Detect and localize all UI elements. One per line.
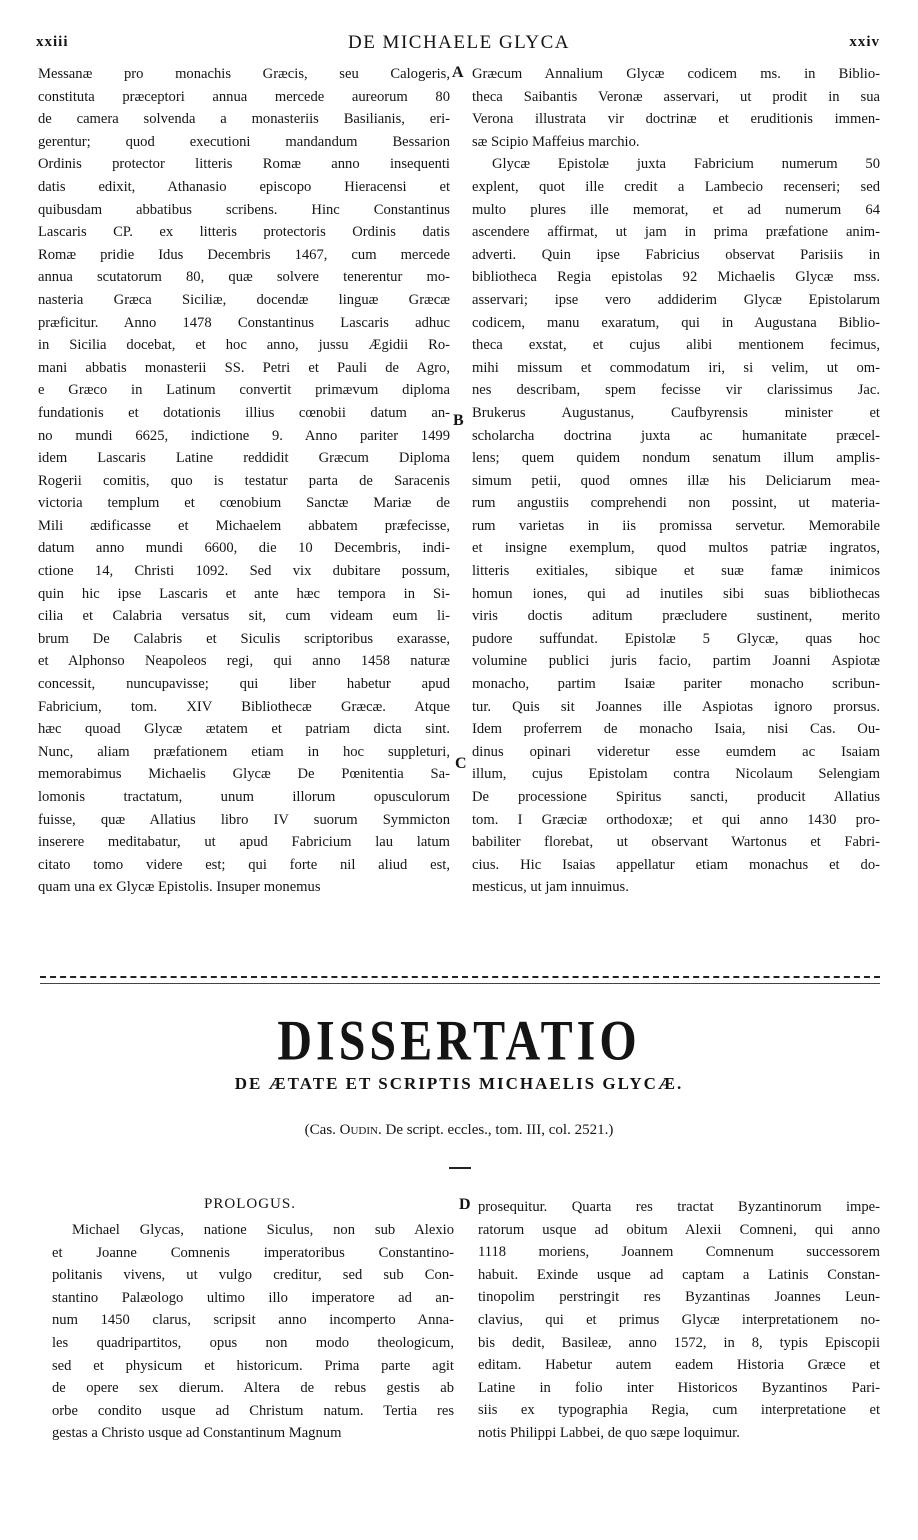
- text-line: homun iones, qui ad inutiles sibi suas bibliothecas: [472, 585, 880, 602]
- text-line: nes describam, spem fecisse vir clarissimus Jac.: [472, 382, 880, 399]
- text-line: cius. Hic Isaias appellatur etiam monachus et do-: [472, 856, 880, 873]
- running-title: DE MICHAELE GLYCA: [347, 32, 571, 53]
- page-number-left: xxiii: [36, 34, 69, 50]
- text-line: quam una ex Glycæ Epistolis. Insuper monemus: [38, 879, 321, 896]
- text-line: Mili ædificasse et Michaelem abbatem præfecisse,: [38, 517, 450, 534]
- text-line: multo plures ille memorat, et ad numerum 64: [472, 201, 880, 218]
- text-line: stantino Palæologo ultimo illo imperatore ad an-: [52, 1289, 454, 1306]
- text-line: nasteria Græca Siciliæ, docendæ linguæ Græcæ: [38, 291, 450, 308]
- text-line: Verona illustrata vir doctrinæ et eruditionis immen-: [472, 111, 880, 128]
- text-line: les quadripartitos, opus non modo theologicum,: [52, 1334, 454, 1351]
- text-line: adverti. Quin ipse Fabricius observat Parisiis in: [472, 246, 880, 263]
- text-line: ctione 14, Christi 1092. Sed vix dubitare possum,: [38, 563, 450, 580]
- text-line: præficitur. Anno 1478 Constantinus Lascaris adhuc: [38, 314, 450, 331]
- text-line: Idem proferrem de monacho Isaia, nisi Cas. Ou-: [472, 721, 880, 738]
- text-line: prosequitur. Quarta res tractat Byzantinorum impe-: [478, 1199, 880, 1215]
- text-line: simum petii, quod omnes illæ his Deliciarum mea-: [472, 472, 880, 489]
- text-line: tinopolim perstringit res Byzantinas Joannes Leun-: [478, 1289, 880, 1306]
- margin-marker-b: B: [453, 412, 464, 429]
- text-line: annua scutatorum 80, quæ solvere tenerentur mo-: [38, 269, 450, 286]
- text-line: theca Saibantis Veronæ asservari, ut prodit in sua: [472, 88, 880, 105]
- text-line: viris doctis aditum præcludere sustinent, merito: [472, 608, 880, 625]
- text-line: no mundi 6625, indictione 9. Anno pariter 1499: [38, 427, 450, 444]
- text-line: quin hic ipse Lascaris et ante hæc tempora in Si-: [38, 585, 450, 602]
- text-line: De processione Spiritus sancti, producit Allatius: [472, 789, 880, 805]
- text-line: mihi missum et commodatum iri, si velim, ut om-: [472, 359, 880, 376]
- text-line: mesticus, ut jam innuimus.: [472, 879, 629, 896]
- text-line: Rogerii comitis, quo is testatur parta de Saracenis: [38, 472, 450, 489]
- text-line: lomonis tractatum, unum illorum opusculorum: [38, 789, 450, 805]
- text-line: e Græco in Latinum convertit primævum diploma: [38, 382, 450, 399]
- text-line: clavius, qui et primus Glycæ interpretationem no-: [478, 1311, 880, 1328]
- text-line: dinus opinari videretur esse eumdem ac Isaiam: [472, 743, 880, 760]
- text-line: concessit, nuncupavisse; qui liber habetur apud: [38, 676, 450, 693]
- dissertation-title: DISSERTATIO: [277, 1009, 641, 1073]
- text-line: babiliter florebat, ut observant Wartonus et Fabri-: [472, 834, 880, 851]
- text-line: rum angustiis comprehendi non possint, ut materia-: [472, 495, 880, 512]
- text-line: Romæ pridie Idus Decembris 1467, cum mercede: [38, 246, 450, 263]
- text-column-top-left: [38, 63, 450, 899]
- text-line: Lascaris CP. ex litteris protectoris Ordinis datis: [38, 224, 450, 241]
- text-line: de camera solvenda a monasteriis Basilianis, eri-: [38, 111, 450, 128]
- text-line: memorabimus Michaelis Glycæ De Pœnitentia Sa-: [38, 766, 450, 783]
- text-line: orbe condito usque ad Christum natum. Tertia res: [52, 1402, 454, 1419]
- text-line: theca exstat, et cujus alibi mentionem fecimus,: [472, 337, 880, 354]
- source-author: Oudin.: [339, 1122, 382, 1138]
- text-line: inserere meditabatur, ut apud Fabricium lau latum: [38, 834, 450, 851]
- text-line: 1118 moriens, Joannem Comnenum successorem: [478, 1244, 880, 1261]
- text-line: Brukerus Augustanus, Caufbyrensis minister et: [472, 404, 880, 421]
- text-line: Græcum Annalium Glycæ codicem ms. in Biblio-: [472, 66, 880, 82]
- prologue-heading: PROLOGUS.: [204, 1196, 296, 1212]
- text-line: quibusdam abbatibus scribens. Hinc Constantinus: [38, 201, 450, 218]
- page-number-right: xxiv: [849, 34, 880, 50]
- text-line: fundationis et dotationis illius cœnobii datum an-: [38, 404, 450, 421]
- dissertation-subtitle: DE ÆTATE ET SCRIPTIS MICHAELIS GLYCÆ.: [234, 1074, 684, 1093]
- text-line: citato tomo videre est; qui forte nil aliud est,: [38, 856, 450, 873]
- text-line: mani abbatis monasterii SS. Petri et Pauli de Agro,: [38, 359, 450, 376]
- text-line: monacho, partim Isaiæ pariter monacho scribun-: [472, 676, 880, 693]
- margin-marker-c: C: [455, 755, 467, 772]
- text-line: habuit. Exinde usque ad captam a Latinis Constan-: [478, 1266, 880, 1283]
- text-line: ascendere affirmat, ut jam in prima præfatione anim-: [472, 224, 880, 241]
- text-line: constituta præceptori annua mercede aureorum 80: [38, 88, 450, 105]
- short-rule: [449, 1167, 471, 1169]
- text-line: tur. Quis sit Joannes ille Aspiotas ignoro prorsus.: [472, 698, 880, 715]
- text-line: sæ Scipio Maffeius marchio.: [472, 133, 640, 150]
- text-line: illum, cujus Epistolam contra Nicolaum Selengiam: [472, 766, 880, 783]
- text-line: fuisse, quæ Allatius libro IV suorum Symmicton: [38, 811, 450, 828]
- source-citation: [0, 1122, 918, 1139]
- text-line: et Joanne Comnenis imperatoribus Constantino-: [52, 1244, 454, 1261]
- text-line: volumine publici juris facio, partim Joanni Aspiotæ: [472, 653, 880, 670]
- text-line: lens; quem quidem nondum senatum illum amplis-: [472, 450, 880, 467]
- margin-marker-a: A: [452, 64, 464, 81]
- text-line: explent, quot ille credit a Lambecio recenseri; sed: [472, 178, 880, 195]
- text-line: bis dedit, Basileæ, anno 1572, in 8, typis Episcopii: [478, 1334, 880, 1351]
- text-line: pudore suffundat. Epistolæ 5 Glycæ, quas hoc: [472, 630, 880, 647]
- text-line: gestas a Christo usque ad Constantinum Magnum: [52, 1425, 342, 1442]
- text-line: de opere sex dierum. Altera de rebus gestis ab: [52, 1380, 454, 1397]
- text-line: rum varietas in iis promissa servetur. Memorabile: [472, 517, 880, 534]
- text-column-bottom-right: [478, 1196, 880, 1445]
- text-line: Fabricium, tom. XIV Bibliothecæ Græcæ. Atque: [38, 698, 450, 715]
- text-line: Messanæ pro monachis Græcis, seu Calogeris,: [38, 66, 450, 82]
- text-line: bibliotheca Regia epistolas 92 Michaelis Glycæ mss.: [472, 269, 880, 286]
- text-line: litteris exitiales, sibique et suæ famæ inimicos: [472, 563, 880, 580]
- text-line: Glycæ Epistolæ juxta Fabricium numerum 50: [492, 156, 880, 173]
- text-line: victoria templum et cœnobium Sanctæ Mariæ de: [38, 495, 450, 512]
- text-line: editam. Habetur autem eadem Historia Græce et: [478, 1357, 880, 1374]
- section-divider-thin: [40, 983, 880, 984]
- text-line: scholarcha doctrina juxta ac humanitate præcel-: [472, 427, 880, 444]
- text-line: tom. I Græciæ orthodoxæ; et qui anno 1430 pro-: [472, 811, 880, 828]
- text-column-top-right: [472, 63, 880, 899]
- text-line: ratorum usque ad obitum Alexii Comneni, qui anno: [478, 1221, 880, 1238]
- text-line: sed et physicum et historicum. Prima parte agit: [52, 1357, 454, 1374]
- text-line: datum anno mundi 6600, die 10 Decembris, indi-: [38, 540, 450, 557]
- text-line: et Alphonso Neapoleos regi, qui anno 1458 naturæ: [38, 653, 450, 670]
- text-line: brum De Calabris et Siculis scriptoribus exarasse,: [38, 630, 450, 647]
- text-line: Ordinis protector litteris Romæ anno insequenti: [38, 156, 450, 173]
- text-line: num 1450 clarus, scripsit anno incomperto Anna-: [52, 1312, 454, 1329]
- text-line: Nunc, aliam præfationem etiam in hoc suppleturi,: [38, 743, 450, 760]
- text-line: Michael Glycas, natione Siculus, non sub Alexio: [72, 1222, 454, 1238]
- text-line: asservari; ipse vero addiderim Glycæ Epistolarum: [472, 291, 880, 308]
- text-line: idem Lascaris Latine reddidit Græcum Diploma: [38, 450, 450, 467]
- text-line: siis ex typographia Regia, cum interpretatione et: [478, 1402, 880, 1419]
- text-line: politanis vivens, ut vulgo creditur, sed sub Con-: [52, 1267, 454, 1284]
- text-line: gerentur; quod executioni mandandum Bessarion: [38, 133, 450, 150]
- text-line: et insigne exemplum, quod multos patriæ ingratos,: [472, 540, 880, 557]
- margin-marker-d: D: [459, 1196, 471, 1213]
- text-line: Latine in folio inter Historicos Byzantinos Pari-: [478, 1379, 880, 1396]
- text-line: hæc quoad Glycæ ætatem et patriam dicta sint.: [38, 721, 450, 738]
- text-line: in Sicilia docebat, et hoc anno, jussu Ægidii Ro-: [38, 337, 450, 354]
- text-line: cilia et Calabria versatus sit, cum videam eum li-: [38, 608, 450, 625]
- text-line: codicem, manu exaratum, qui in Augustana Biblio-: [472, 314, 880, 331]
- text-line: datis edixit, Athanasio episcopo Hieracensi et: [38, 178, 450, 195]
- section-divider: [40, 976, 880, 978]
- text-column-bottom-left: [52, 1219, 454, 1445]
- source-prefix: (Cas.: [304, 1122, 336, 1138]
- source-reference: De script. eccles., tom. III, col. 2521.): [385, 1122, 614, 1138]
- text-line: notis Philippi Labbei, de quo sæpe loquimur.: [478, 1424, 740, 1441]
